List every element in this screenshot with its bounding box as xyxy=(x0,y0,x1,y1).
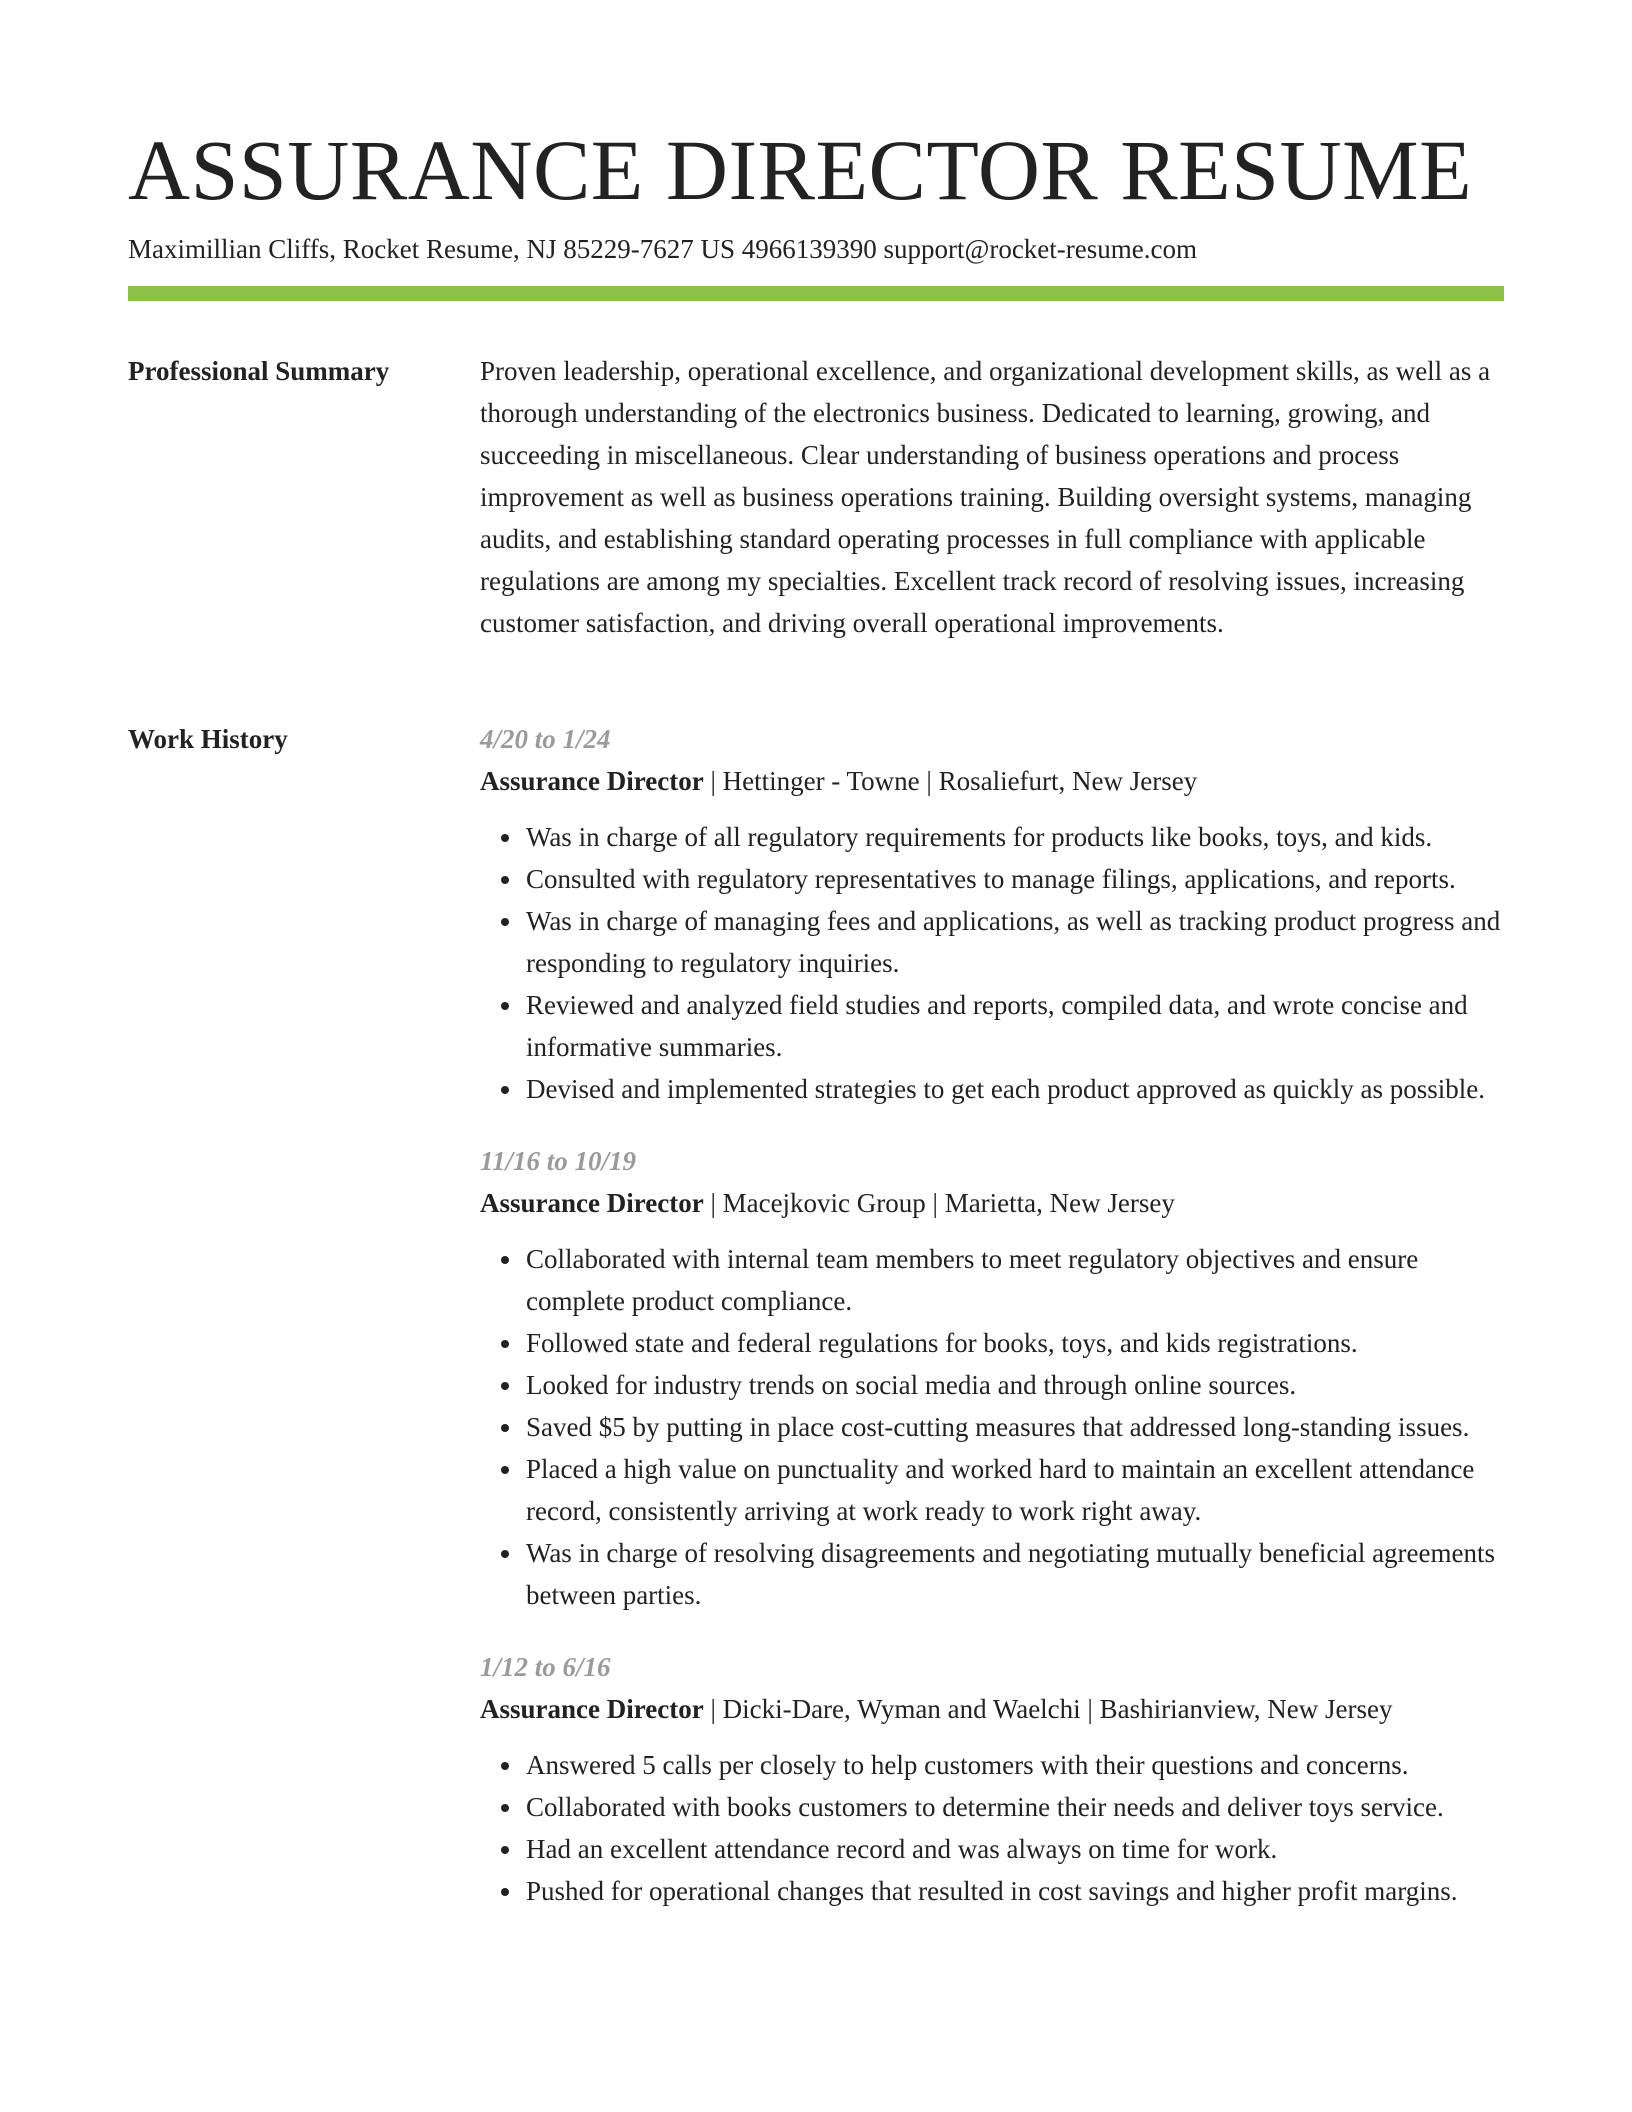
header-divider xyxy=(128,286,1504,301)
job-bullet: • Saved $5 by putting in place cost-cutting measures that addressed long-standing issues. xyxy=(524,1406,1504,1448)
job-company: Dicki-Dare, Wyman and Waelchi xyxy=(722,1694,1081,1724)
job-bullet: • Was in charge of managing fees and applications, as well as tracking product progress and responding to regulatory inquiries. xyxy=(524,900,1504,984)
job-bullet: • Devised and implemented strategies to get each product approved as quickly as possible. xyxy=(524,1068,1504,1110)
job-title: Assurance Director xyxy=(480,1694,704,1724)
job-bullet: • Collaborated with internal team members to meet regulatory objectives and ensure complete product compliance. xyxy=(524,1238,1504,1322)
job-title: Assurance Director xyxy=(480,1188,704,1218)
job-location: Marietta, New Jersey xyxy=(944,1188,1175,1218)
job-bullet: • Looked for industry trends on social media and through online sources. xyxy=(524,1364,1504,1406)
job-separator: | xyxy=(710,1188,716,1218)
job-bullet: • Collaborated with books customers to determine their needs and deliver toys service. xyxy=(524,1786,1504,1828)
summary-text: Proven leadership, operational excellence, and organizational development skills, as well as a thorough understanding of the electronics business. Dedicated to learning, growing, and succeeding in miscellaneous. Clear understanding of business operations and process improvement as well as business operations training. Building oversight systems, managing audits, and establishing standard operating processes in full compliance with applicable regulations are among my specialties. Excellent track record of resolving issues, increasing customer satisfaction, and driving overall operational improvements. xyxy=(480,356,1491,638)
section-label-work-history: Work History xyxy=(128,724,288,754)
job-date: 4/20 to 1/24 xyxy=(480,724,611,754)
job-title: Assurance Director xyxy=(480,766,704,796)
job-bullet: • Was in charge of resolving disagreements and negotiating mutually beneficial agreements between parties. xyxy=(524,1532,1504,1616)
job-bullet: • Followed state and federal regulations for books, toys, and kids registrations. xyxy=(524,1322,1504,1364)
job-separator: | xyxy=(1087,1694,1093,1724)
job-location: Bashirianview, New Jersey xyxy=(1099,1694,1393,1724)
work-history-list xyxy=(480,718,1504,1942)
job-separator: | xyxy=(926,766,932,796)
job-location: Rosaliefurt, New Jersey xyxy=(938,766,1198,796)
job-company: Hettinger - Towne xyxy=(722,766,920,796)
job-bullet: • Placed a high value on punctuality and worked hard to maintain an excellent attendance record, consistently arriving at work ready to work right away. xyxy=(524,1448,1504,1532)
job-date: 11/16 to 10/19 xyxy=(480,1146,637,1176)
job-heading xyxy=(480,1182,1504,1224)
job-bullet: • Consulted with regulatory representatives to manage filings, applications, and reports. xyxy=(524,858,1504,900)
page-title: ASSURANCE DIRECTOR RESUME xyxy=(128,122,1473,218)
job-bullet: • Pushed for operational changes that resulted in cost savings and higher profit margins. xyxy=(524,1870,1504,1912)
job-bullet-list xyxy=(480,816,1504,1110)
job-date: 1/12 to 6/16 xyxy=(480,1652,611,1682)
contact-info: Maximillian Cliffs, Rocket Resume, NJ 85229-7627 US 4966139390 support@rocket-resume.com xyxy=(128,234,1197,264)
job-separator: | xyxy=(932,1188,938,1218)
job-heading xyxy=(480,760,1504,802)
job-separator: | xyxy=(710,766,716,796)
job-entry xyxy=(480,1646,1504,1912)
job-separator: | xyxy=(710,1694,716,1724)
job-heading xyxy=(480,1688,1504,1730)
job-bullet-list xyxy=(480,1744,1504,1912)
job-entry xyxy=(480,1140,1504,1616)
section-label-summary: Professional Summary xyxy=(128,356,390,386)
job-bullet-list xyxy=(480,1238,1504,1616)
job-bullet: • Was in charge of all regulatory requirements for products like books, toys, and kids. xyxy=(524,816,1504,858)
job-bullet: • Had an excellent attendance record and was always on time for work. xyxy=(524,1828,1504,1870)
job-bullet: • Answered 5 calls per closely to help customers with their questions and concerns. xyxy=(524,1744,1504,1786)
job-company: Macejkovic Group xyxy=(722,1188,926,1218)
job-bullet: • Reviewed and analyzed field studies and reports, compiled data, and wrote concise and informative summaries. xyxy=(524,984,1504,1068)
job-entry xyxy=(480,718,1504,1110)
